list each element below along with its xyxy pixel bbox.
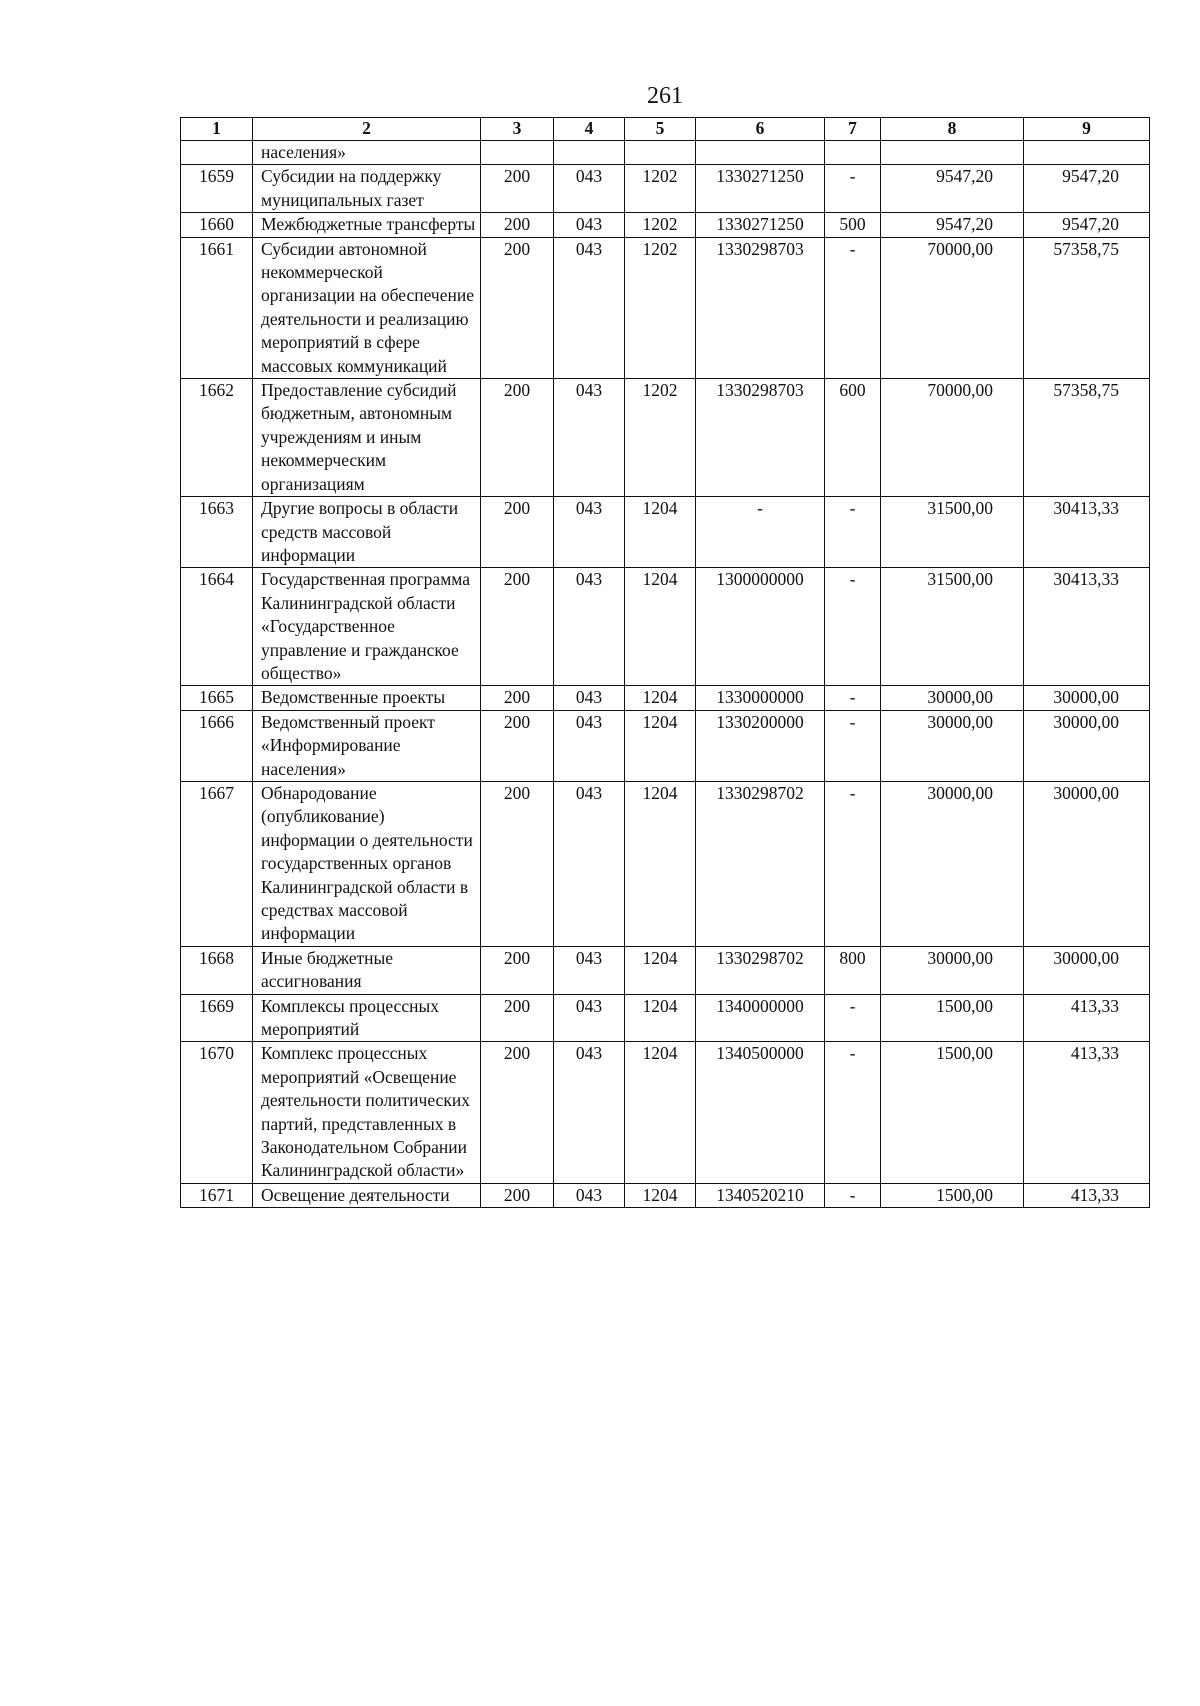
code-chapter: 200 bbox=[481, 568, 554, 686]
code-section: 1204 bbox=[625, 497, 696, 568]
code-target: 1330271250 bbox=[696, 165, 825, 213]
row-number: 1668 bbox=[181, 946, 253, 994]
row-number: 1666 bbox=[181, 710, 253, 781]
table-row bbox=[181, 379, 1150, 497]
code-section: 1204 bbox=[625, 710, 696, 781]
row-name: Предоставление субсидий бюджетным, автономным учреждениям и иным некоммерческим организациям bbox=[253, 379, 481, 497]
code-chapter: 200 bbox=[481, 994, 554, 1042]
amount-executed: 57358,75 bbox=[1024, 379, 1150, 497]
table-row bbox=[181, 1042, 1150, 1183]
amount-executed: 9547,20 bbox=[1024, 165, 1150, 213]
amount-planned: 70000,00 bbox=[881, 237, 1024, 378]
amount-planned: 30000,00 bbox=[881, 710, 1024, 781]
row-name: Субсидии автономной некоммерческой организации на обеспечение деятельности и реализацию мероприятий в сфере массовых коммуникаций bbox=[253, 237, 481, 378]
amount-executed: 57358,75 bbox=[1024, 237, 1150, 378]
amount-executed: 9547,20 bbox=[1024, 213, 1150, 237]
code-section: 1202 bbox=[625, 237, 696, 378]
code-department: 043 bbox=[554, 1183, 625, 1207]
row-name: Иные бюджетные ассигнования bbox=[253, 946, 481, 994]
column-header: 4 bbox=[554, 118, 625, 141]
row-number: 1670 bbox=[181, 1042, 253, 1183]
code-expense-type: - bbox=[825, 686, 881, 710]
amount-executed: 413,33 bbox=[1024, 1042, 1150, 1183]
row-number: 1664 bbox=[181, 568, 253, 686]
amount-executed: 30413,33 bbox=[1024, 568, 1150, 686]
code-section: 1202 bbox=[625, 379, 696, 497]
row-number: 1665 bbox=[181, 686, 253, 710]
code-department: 043 bbox=[554, 946, 625, 994]
row-name: Обнародование (опубликование) информации о деятельности государственных органов Калининградской области в средствах массовой информации bbox=[253, 781, 481, 946]
row-number: 1663 bbox=[181, 497, 253, 568]
row-name: Другие вопросы в области средств массовой информации bbox=[253, 497, 481, 568]
row-name: Комплекс процессных мероприятий «Освещение деятельности политических партий, представленных в Законодательном Собрании Калининградской области» bbox=[253, 1042, 481, 1183]
code-section: 1204 bbox=[625, 686, 696, 710]
row-name: Межбюджетные трансферты bbox=[253, 213, 481, 237]
code-chapter: 200 bbox=[481, 686, 554, 710]
table-row bbox=[181, 686, 1150, 710]
column-header: 3 bbox=[481, 118, 554, 141]
code-department: 043 bbox=[554, 781, 625, 946]
code-expense-type: - bbox=[825, 568, 881, 686]
row-number: 1671 bbox=[181, 1183, 253, 1207]
amount-executed: 30000,00 bbox=[1024, 686, 1150, 710]
code-department: 043 bbox=[554, 237, 625, 378]
table-row bbox=[181, 165, 1150, 213]
code-target: 1330298702 bbox=[696, 781, 825, 946]
column-header: 2 bbox=[253, 118, 481, 141]
table-row bbox=[181, 994, 1150, 1042]
code-expense-type: 500 bbox=[825, 213, 881, 237]
code-department: 043 bbox=[554, 497, 625, 568]
code-chapter: 200 bbox=[481, 1183, 554, 1207]
code-target: 1330271250 bbox=[696, 213, 825, 237]
table-row bbox=[181, 946, 1150, 994]
code-expense-type: - bbox=[825, 994, 881, 1042]
code-department: 043 bbox=[554, 165, 625, 213]
amount-executed: 413,33 bbox=[1024, 994, 1150, 1042]
code-expense-type: - bbox=[825, 165, 881, 213]
code-chapter: 200 bbox=[481, 946, 554, 994]
table-row bbox=[181, 1183, 1150, 1207]
code-chapter: 200 bbox=[481, 165, 554, 213]
continuation-text: населения» bbox=[253, 141, 481, 165]
code-department: 043 bbox=[554, 1042, 625, 1183]
table-row bbox=[181, 710, 1150, 781]
code-expense-type: - bbox=[825, 1042, 881, 1183]
table-row bbox=[181, 497, 1150, 568]
amount-planned: 31500,00 bbox=[881, 568, 1024, 686]
code-chapter: 200 bbox=[481, 213, 554, 237]
continuation-row bbox=[181, 141, 1150, 165]
amount-executed: 30000,00 bbox=[1024, 710, 1150, 781]
row-number: 1669 bbox=[181, 994, 253, 1042]
code-expense-type: 600 bbox=[825, 379, 881, 497]
amount-executed: 30000,00 bbox=[1024, 946, 1150, 994]
amount-planned: 30000,00 bbox=[881, 781, 1024, 946]
header-row bbox=[181, 118, 1150, 141]
code-target: 1340000000 bbox=[696, 994, 825, 1042]
code-expense-type: 800 bbox=[825, 946, 881, 994]
table-row bbox=[181, 568, 1150, 686]
column-header: 7 bbox=[825, 118, 881, 141]
budget-table bbox=[180, 117, 1150, 1208]
code-section: 1204 bbox=[625, 568, 696, 686]
code-chapter: 200 bbox=[481, 379, 554, 497]
amount-planned: 1500,00 bbox=[881, 1042, 1024, 1183]
code-expense-type: - bbox=[825, 710, 881, 781]
row-number: 1660 bbox=[181, 213, 253, 237]
code-chapter: 200 bbox=[481, 1042, 554, 1183]
amount-planned: 70000,00 bbox=[881, 379, 1024, 497]
code-section: 1204 bbox=[625, 1042, 696, 1183]
code-target: 1330298703 bbox=[696, 237, 825, 378]
code-target: - bbox=[696, 497, 825, 568]
row-name: Государственная программа Калининградской области «Государственное управление и гражданское общество» bbox=[253, 568, 481, 686]
amount-planned: 30000,00 bbox=[881, 946, 1024, 994]
column-header: 1 bbox=[181, 118, 253, 141]
row-name: Комплексы процессных мероприятий bbox=[253, 994, 481, 1042]
code-expense-type: - bbox=[825, 237, 881, 378]
code-chapter: 200 bbox=[481, 237, 554, 378]
code-department: 043 bbox=[554, 379, 625, 497]
code-target: 1340520210 bbox=[696, 1183, 825, 1207]
amount-planned: 31500,00 bbox=[881, 497, 1024, 568]
row-name: Ведомственные проекты bbox=[253, 686, 481, 710]
column-header: 9 bbox=[1024, 118, 1150, 141]
code-department: 043 bbox=[554, 686, 625, 710]
amount-executed: 30000,00 bbox=[1024, 781, 1150, 946]
code-department: 043 bbox=[554, 213, 625, 237]
code-chapter: 200 bbox=[481, 781, 554, 946]
code-chapter: 200 bbox=[481, 497, 554, 568]
amount-planned: 1500,00 bbox=[881, 1183, 1024, 1207]
row-name: Освещение деятельности bbox=[253, 1183, 481, 1207]
page-number: 261 bbox=[647, 83, 683, 109]
row-number: 1662 bbox=[181, 379, 253, 497]
amount-executed: 30413,33 bbox=[1024, 497, 1150, 568]
amount-planned: 30000,00 bbox=[881, 686, 1024, 710]
code-expense-type: - bbox=[825, 781, 881, 946]
column-header: 5 bbox=[625, 118, 696, 141]
amount-planned: 9547,20 bbox=[881, 165, 1024, 213]
amount-executed: 413,33 bbox=[1024, 1183, 1150, 1207]
code-section: 1204 bbox=[625, 994, 696, 1042]
amount-planned: 9547,20 bbox=[881, 213, 1024, 237]
row-number: 1661 bbox=[181, 237, 253, 378]
amount-planned: 1500,00 bbox=[881, 994, 1024, 1042]
table-row bbox=[181, 237, 1150, 378]
row-name: Ведомственный проект «Информирование населения» bbox=[253, 710, 481, 781]
code-section: 1204 bbox=[625, 1183, 696, 1207]
code-target: 1300000000 bbox=[696, 568, 825, 686]
code-department: 043 bbox=[554, 568, 625, 686]
row-number: 1667 bbox=[181, 781, 253, 946]
code-target: 1330000000 bbox=[696, 686, 825, 710]
code-department: 043 bbox=[554, 710, 625, 781]
code-expense-type: - bbox=[825, 497, 881, 568]
code-expense-type: - bbox=[825, 1183, 881, 1207]
row-name: Субсидии на поддержку муниципальных газет bbox=[253, 165, 481, 213]
code-section: 1204 bbox=[625, 781, 696, 946]
table-row bbox=[181, 781, 1150, 946]
code-department: 043 bbox=[554, 994, 625, 1042]
code-target: 1330298702 bbox=[696, 946, 825, 994]
code-section: 1204 bbox=[625, 946, 696, 994]
column-header: 6 bbox=[696, 118, 825, 141]
column-header: 8 bbox=[881, 118, 1024, 141]
code-target: 1330200000 bbox=[696, 710, 825, 781]
table-row bbox=[181, 213, 1150, 237]
code-section: 1202 bbox=[625, 165, 696, 213]
code-target: 1340500000 bbox=[696, 1042, 825, 1183]
code-section: 1202 bbox=[625, 213, 696, 237]
row-number: 1659 bbox=[181, 165, 253, 213]
code-chapter: 200 bbox=[481, 710, 554, 781]
code-target: 1330298703 bbox=[696, 379, 825, 497]
